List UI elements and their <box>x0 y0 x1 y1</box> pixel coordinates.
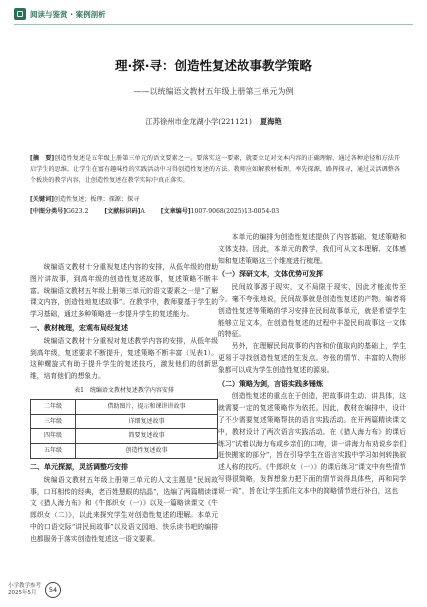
subsection-heading-2: （二）策略为剑，言语实践多锤炼 <box>218 379 323 388</box>
section-badge-icon <box>14 8 26 20</box>
keywords-text: 创造性复述；板理；探源；探寻 <box>53 196 140 203</box>
keywords-line <box>30 194 139 203</box>
left-paragraph-1: 统编语文教材十分重视复述内容的安排，从低年级的借助图片讲故事，到高年级的创造性复述故事，复述策略不断丰富。统编语文教材五年级上册第三单元的语文要素之一是“了解课文内容，创造性地复述故事”。在教学中，教师要基于学生的学习基础，通过多种策略进一步提升学生的复述能力。 <box>30 263 218 319</box>
article-no-label: [文章编号] <box>160 208 191 215</box>
author-line <box>0 117 427 127</box>
table-row <box>31 414 218 429</box>
right-paragraph-1: 本单元的编排为创造性复述提供了内容基础、复述策略和文体支持。因此，本单元的教学，我们可从文本理解、文体感知和复述策略这三个维度进行梳理。 <box>218 233 406 265</box>
left-paragraph-2: 统编语文教材十分重视对复述教学内容的安排，从低年级到高年级，复述要求不断提升，复述策略不断丰富（见表1）。这种螺旋式有助于提升学生的复述技巧，激发他们的创新思维，培育他们的想象力。 <box>30 336 218 381</box>
table-caption: 表1 统编语文教材复述教学内容安排 <box>74 386 174 394</box>
right-paragraph-3: 另外，在理解民间故事的内容和价值取向的基础上，学生更易于寻找创造性复述的生发点。夸张的情节、丰富的人物形象都可以成为学生创造性复述的源泉。 <box>218 342 406 374</box>
author-affiliation: 江苏徐州市金龙湖小学(221121) <box>145 117 252 126</box>
table-cell-grade: 五年级 <box>31 444 76 459</box>
table-cell-grade: 三年级 <box>31 414 76 429</box>
section-label: 阅读与鉴赏 · 案例剖析 <box>30 9 106 19</box>
article-subtitle: ——以统编语文教材五年级上册第三单元为例 <box>133 87 294 96</box>
left-column <box>30 262 218 546</box>
section-heading-2: 二、单元探源，灵活调整巧安排 <box>30 462 128 471</box>
content-table <box>30 399 218 459</box>
table-row <box>31 444 218 459</box>
subsection-heading-1: （一）深研文本，文体优势可发挥 <box>218 270 323 279</box>
page-number: 54 <box>45 582 61 598</box>
issue-date: 2025年5月 <box>8 590 37 596</box>
page-footer <box>8 582 61 598</box>
journal-name: 小学教学参考 <box>8 583 42 589</box>
article-title: 理·探·寻：创造性复述故事教学策略 <box>115 58 312 73</box>
table-cell-content: 借助图片，提示和课讲讲故事 <box>76 399 218 414</box>
keywords-label: [关键词] <box>30 196 54 203</box>
right-column <box>218 232 406 498</box>
abstract-label: [摘 要] <box>30 155 55 162</box>
abstract <box>30 154 400 186</box>
table-cell-grade: 四年级 <box>31 429 76 444</box>
table-cell-grade: 二年级 <box>31 399 76 414</box>
section-header <box>14 6 106 22</box>
doc-code-label: [文献标识码] <box>104 208 141 215</box>
doc-code-value: A <box>140 208 145 215</box>
right-paragraph-4: 创造性复述的重点在于创造，把故事讲生动、讲具体，这就需要一定的复述策略作为依托。因此，教材在编排中，设计了不少需要复述策略帮扶的语言实践活动。在开两篇精读课文中，教材设计了两次语言实践活动。在《猎人海力布》的课后练习“试着以海力布或乡亲们的口吻，讲一讲海力布劝说乡亲们赶快搬家的部分”，旨在引导学生在语言实践中学习如何转换叙述人称的技巧。《牛郎织女（一）》的课后练习“课文中有些情节写得很简略，发挥想象力把下面的情节说得具体些，再和同学说一说”，旨在让学生抓住文本中的简略情节进行补白，这也 <box>218 392 406 495</box>
author-name: 夏海艳 <box>259 117 282 126</box>
left-paragraph-3: 统编语文教材五年级上册第三单元的人文主题是“民间故事，口耳相传的经典，老百姓慧眼的结晶”，选编了两篇精读课文《猎人海力布》和《牛郎织女（一）》以及一篇略读课文《牛郎织女（二）》，以此来探究学生对创造性复述的理解。本单元中的口语交际“讲民间故事”以及语文园地、快乐读书吧的编排也都服务于落实创造性复述这一语文要素。 <box>30 475 218 543</box>
classification-line <box>30 206 293 215</box>
table-row <box>31 399 218 414</box>
clc-label: [中图分类号] <box>30 208 67 215</box>
header-divider <box>14 24 413 25</box>
table-cell-content: 详细复述故事 <box>76 414 218 429</box>
section-heading-1: 一、教材梳理，宏观布局经复述 <box>30 323 128 332</box>
clc-value: G623.2 <box>66 208 89 215</box>
table-cell-content: 简要复述故事 <box>76 429 218 444</box>
table-cell-content: 创造性复述故事 <box>76 444 218 459</box>
article-no-value: 1007-9068(2025)13-0054-03 <box>190 208 280 215</box>
table-row <box>31 429 218 444</box>
right-paragraph-2: 民间故事源于现实，又不局限于现实，因此才能流传至今。毫不夸张地说，民间故事就是创造性复述的产物。编者将创造性复述等策略的学习安排在民间故事单元，就是希望学生能够立足文本，在创造性复述的过程中丰盈民间故事这一文体的特征。 <box>218 283 406 339</box>
abstract-text: 创造性复述是五年级上册第三单元的语文要素之一。要落实这一要素，就要立足对文本内容的正确理解，通过各种途径和方法开启学生的思维，让学生在富有趣味性的实践活动中习得创造性复述的方法。教师应如解教材板理，率先探源，路挥探寻，通过灵活调整各个板块的教学内容，让创造性复述在教学实际中真正落实。 <box>30 155 401 184</box>
